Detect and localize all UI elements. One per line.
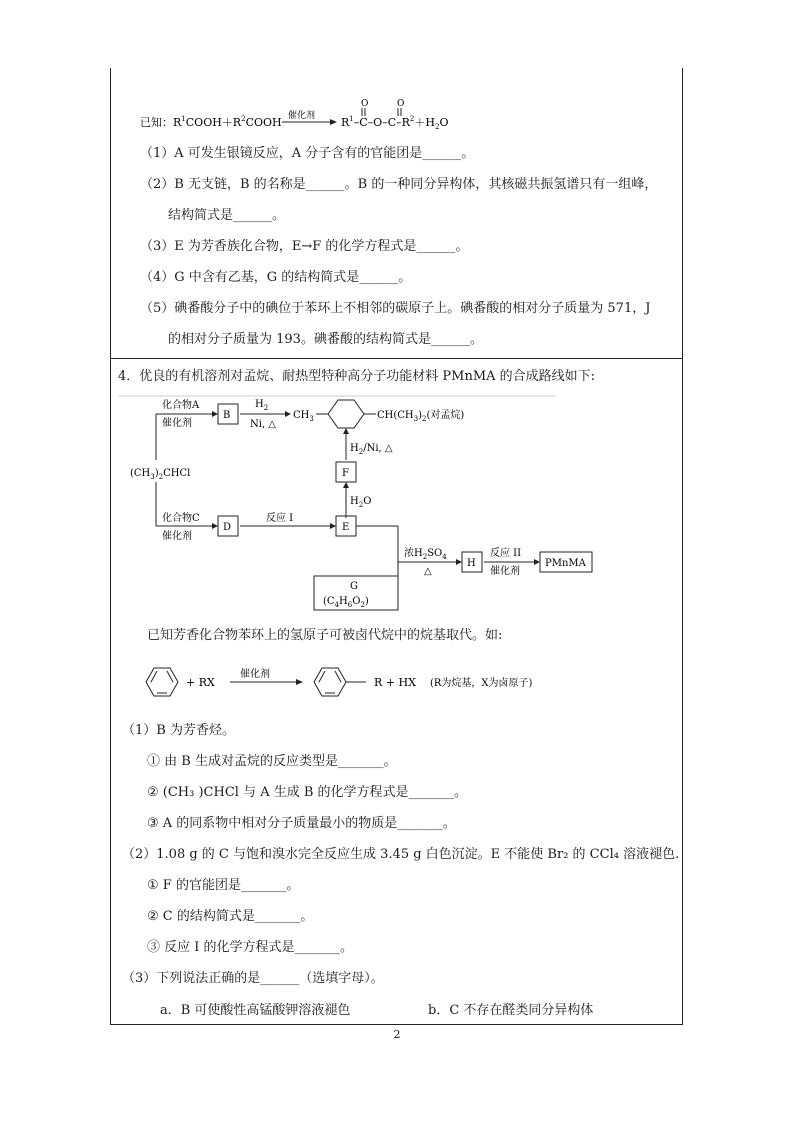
svg-text:△: △ bbox=[424, 566, 432, 577]
svg-text:O: O bbox=[361, 99, 369, 109]
benzene-ring-reactant bbox=[146, 668, 178, 696]
svg-text:化合物C: 化合物C bbox=[162, 513, 200, 524]
svg-text:PMnMA: PMnMA bbox=[545, 558, 586, 569]
svg-text:CH(CH3)2(对孟烷): $CH(CH_3)_2$(对孟烷) bbox=[377, 410, 465, 423]
q4-part-2-ii: ② C 的结构简式是_______。 bbox=[147, 909, 314, 924]
svg-text:R + HX: R + HX bbox=[374, 676, 416, 689]
svg-text:催化剂: 催化剂 bbox=[162, 531, 192, 542]
q3-item-3: （3）E 为芳香族化合物，E→F 的化学方程式是______。 bbox=[140, 239, 469, 254]
known-reaction-anhydride bbox=[140, 96, 480, 136]
svg-text:已知：R1COOH＋R2COOH: 已知：$R^1COOH+R^2COOH$ bbox=[140, 115, 282, 129]
q3-item-2-cont: 结构简式是______。 bbox=[168, 208, 286, 223]
option-a: a．B 可使酸性高锰酸钾溶液褪色 bbox=[160, 1003, 351, 1018]
svg-text:G: G bbox=[350, 581, 358, 592]
start-material: $(CH_3)_2CHCl$ bbox=[130, 468, 191, 481]
cyclohexane-ring bbox=[328, 400, 364, 428]
q3-item-5: （5）碘番酸分子中的碘位于苯环上不相邻的碳原子上。碘番酸的相对分子质量为 571，J bbox=[140, 301, 651, 316]
q4-title: 4．优良的有机溶剂对孟烷、耐热型特种高分子功能材料 PMnMA 的合成路线如下: bbox=[118, 369, 596, 384]
svg-text:H2/Ni, △: $H_2/Ni$, △ bbox=[350, 443, 393, 456]
svg-text:H2O: $H_2O$ bbox=[350, 496, 372, 509]
q4-part-2-i: ① F 的官能团是_______。 bbox=[147, 878, 300, 893]
svg-text:浓H2SO4: 浓$H_2SO_4$ bbox=[404, 548, 447, 561]
q3-item-4: （4）G 中含有乙基，G 的结构简式是______。 bbox=[140, 270, 412, 285]
svg-text:H2: $H_2$ bbox=[255, 399, 269, 412]
known2-text: 已知芳香化合物苯环上的氢原子可被卤代烷中的烷基取代。如: bbox=[147, 628, 503, 643]
svg-text:化合物A: 化合物A bbox=[162, 400, 200, 411]
q4-part-2-iii: ③ 反应 I 的化学方程式是_______。 bbox=[147, 940, 354, 955]
q3-item-1: （1）A 可发生银镜反应，A 分子含有的官能团是______。 bbox=[140, 146, 475, 161]
q4-part-1: （1）B 为芳香烃。 bbox=[122, 723, 235, 738]
svg-text:反应 II: 反应 II bbox=[490, 548, 522, 559]
table-row-divider bbox=[110, 358, 683, 359]
svg-text:D: D bbox=[223, 522, 232, 533]
q4-part-2: （2）1.08 g 的 C 与饱和溴水完全反应生成 3.45 g 白色沉淀。E 不能使 Br₂ 的 CCl₄ 溶液褪色. bbox=[122, 847, 680, 862]
svg-text:催化剂: 催化剂 bbox=[490, 566, 520, 577]
svg-text:催化剂: 催化剂 bbox=[240, 669, 270, 680]
known-reaction-alkylation bbox=[138, 662, 558, 702]
svg-text:反应 I: 反应 I bbox=[266, 513, 294, 524]
svg-text:H: H bbox=[467, 558, 476, 569]
svg-text:F: F bbox=[342, 468, 349, 479]
svg-text:O: O bbox=[397, 99, 405, 109]
svg-text:+ RX: + RX bbox=[186, 676, 215, 689]
q4-part-3: （3）下列说法正确的是______（选填字母）。 bbox=[122, 971, 384, 986]
svg-text:E: E bbox=[342, 522, 350, 533]
svg-text:R1–C–O–C–R2＋H2O: $R^1-C-O-C-R^2+H_2O$ bbox=[341, 115, 449, 131]
page-number: 2 bbox=[393, 1028, 401, 1041]
q4-part-1-ii: ② (CH₃ )CHCl 与 A 生成 B 的化学方程式是_______。 bbox=[147, 785, 468, 800]
svg-text:(R为烷基，X为卤原子): (R为烷基，X为卤原子) bbox=[430, 678, 533, 689]
synthesis-scheme bbox=[118, 390, 678, 618]
svg-text:催化剂: 催化剂 bbox=[162, 418, 192, 429]
svg-text:CH3: $CH_3$ bbox=[293, 410, 314, 423]
q3-item-5-cont: 的相对分子质量为 193。碘番酸的结构简式是______。 bbox=[168, 332, 483, 347]
q4-part-1-i: ① 由 B 生成对孟烷的反应类型是_______。 bbox=[147, 754, 397, 769]
q3-item-2: （2）B 无支链，B 的名称是______。B 的一种同分异构体，其核磁共振氢谱只有一组峰， bbox=[140, 177, 658, 192]
svg-text:(C4H6O2): $(C_4H_6O_2)$ bbox=[323, 596, 369, 609]
option-b: b．C 不存在醛类同分异构体 bbox=[428, 1003, 594, 1018]
svg-text:催化剂: 催化剂 bbox=[288, 111, 316, 121]
svg-text:Ni, △: Ni, △ bbox=[250, 419, 276, 430]
benzene-ring-product bbox=[314, 668, 346, 696]
q4-part-1-iii: ③ A 的同系物中相对分子质量最小的物质是_______。 bbox=[147, 816, 456, 831]
svg-text:B: B bbox=[223, 410, 231, 421]
